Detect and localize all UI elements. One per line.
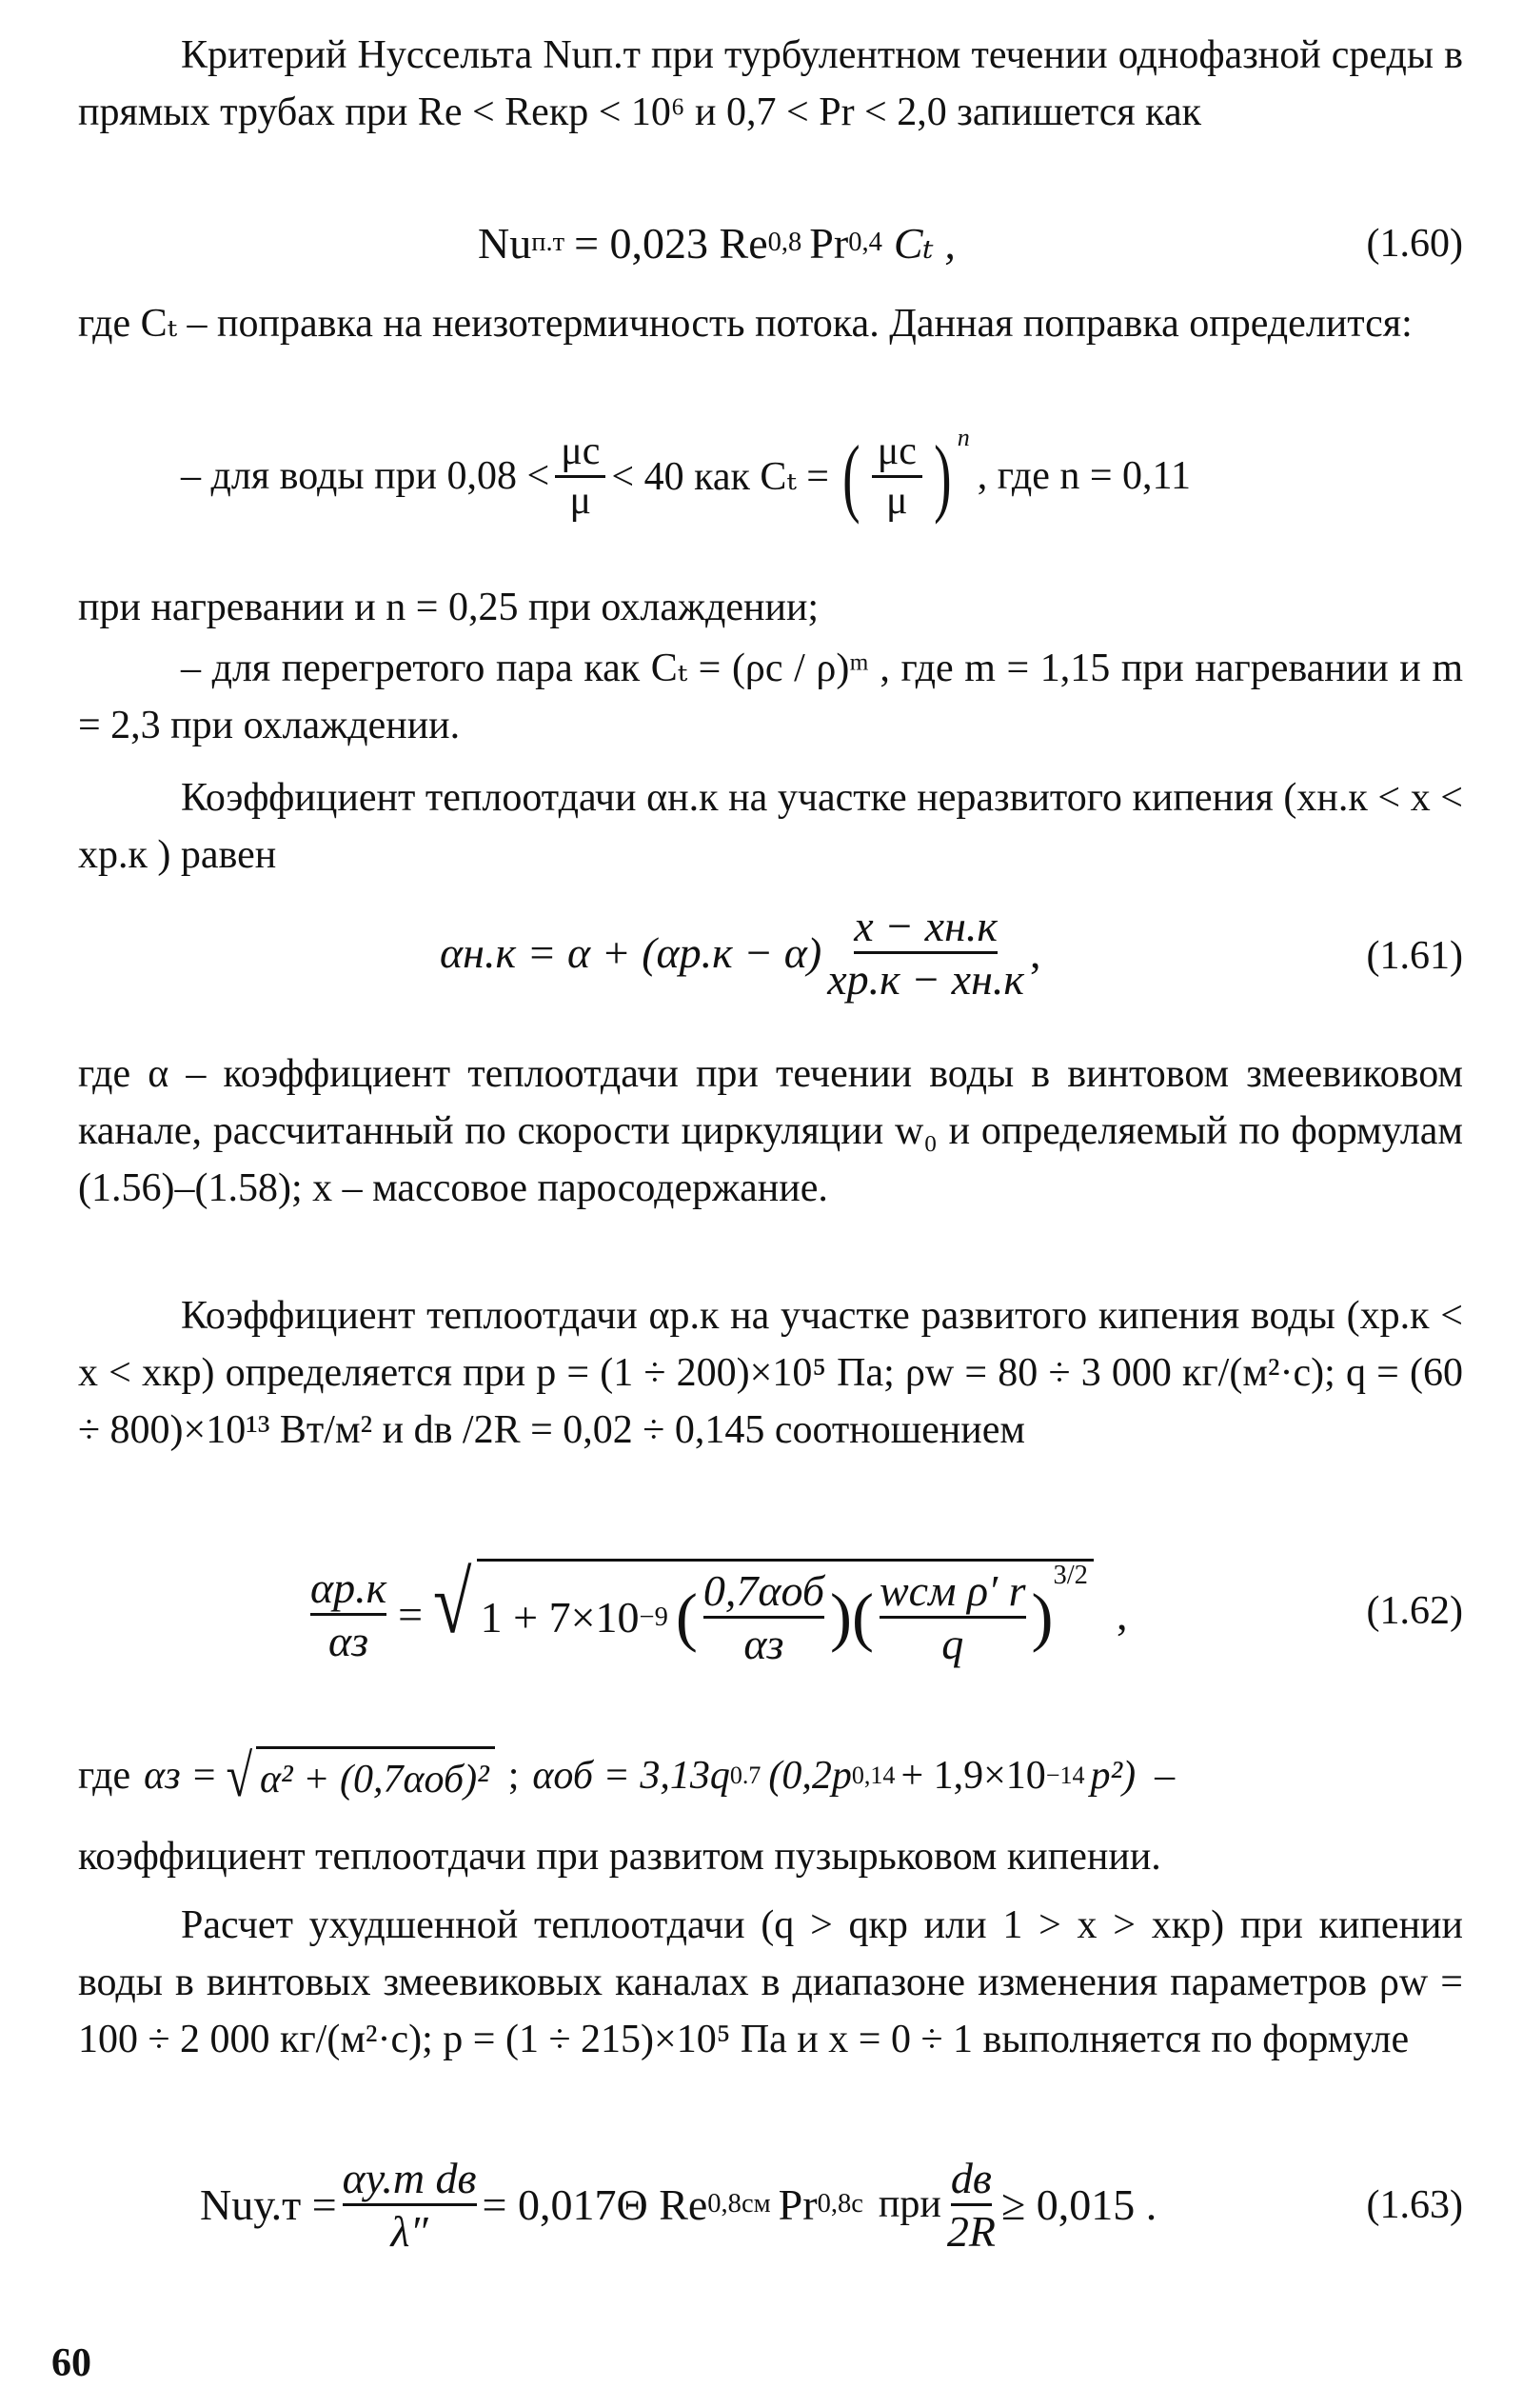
equation-number-1-62: (1.62) [1366, 1589, 1463, 1633]
aob-paren: (0,2p [768, 1754, 852, 1798]
right-paren-glyph: ) [830, 1581, 853, 1653]
page-number: 60 [51, 2341, 91, 2385]
az-lhs: αз = [144, 1754, 218, 1798]
eq160-rhs: = 0,023 Re [574, 218, 768, 268]
water-lead-text: – для воды при 0,08 < [181, 454, 550, 498]
paragraph-heating-cooling: при нагревании и n = 0,25 при охлаждении; [78, 586, 820, 629]
water-tail-text: , где n = 0,11 [977, 454, 1191, 498]
equation-number-1-63: (1.63) [1366, 2183, 1463, 2227]
right-paren-glyph: ) [934, 427, 952, 525]
equation-1-63: Nuу.т = $\frac{\text{αу.т dв}}{\lambda''}$ = 0,017Θ Re 0,8 см Pr 0,8 с при $\frac{dв}{2R}$ ≥ 0,015 . (1.63) [200, 2153, 1463, 2256]
equals-sign: = [398, 1589, 424, 1639]
left-paren-glyph: ( [852, 1581, 874, 1653]
water-correction-line: – для воды при 0,08 < $\frac{\mu с}{\mu}$ < 40 как Cₜ = ( $\frac{\mu с}{\mu}$ ) $^n$ , где n = 0,11 [181, 424, 1191, 525]
eq160-lhs: Nu [478, 218, 532, 268]
az-tail-text: – [1155, 1754, 1176, 1798]
water-power-fraction [872, 428, 922, 524]
eq161-num: x − xн.к [854, 901, 998, 954]
aob-end: p²) [1090, 1754, 1137, 1798]
equation-1-61 [78, 886, 1463, 1019]
eq162-f2 [880, 1565, 1026, 1669]
equation-1-62 [78, 1523, 1463, 1704]
eq162-sqrt: √ 1 + 7×10 −9 ( $\frac{\text{0,7αоб}}{\alpha з}$ ) ( $\frac{\text{wсм ρ′ r}}{q}$ ) $^{3/2}$ [428, 1559, 1094, 1669]
eq163-rhs: = 0,017Θ Re [482, 2179, 708, 2229]
az-radicand: α² + (0,7αоб)² [256, 1746, 495, 1806]
eq163-cden: 2R [946, 2206, 996, 2256]
aob-mid: + 1,9×10 [900, 1754, 1046, 1798]
paragraph-nucleate-boiling: коэффициент теплоотдачи при развитом пузырьковом кипении. [78, 1835, 1161, 1879]
eq163-num: αу.т dв [343, 2153, 477, 2206]
water-ratio-num: μс [555, 428, 605, 477]
eq162-f1-den: αз [743, 1620, 784, 1668]
paragraph-superheated-steam: – для перегретого пара как Cₜ = (ρс / ρ)ᵐ , где m = 1,15 при нагревании и m = 2,3 при охлаждении. [78, 647, 1463, 747]
eq161-text: αн.к = α + (αр.к − α) [440, 927, 822, 977]
paragraph-deteriorated-heat-transfer: Расчет ухудшенной теплоотдачи (q > qкр или 1 > x > xкр) при кипении воды в винтовых змеевиковых каналах в диапазоне изменения параметров ρw = 100 ÷ 2 000 кг/(м²·с); p = (1 ÷ 215)×10⁵ Па и x = 0 ÷ 1 выполняется по формуле [78, 1903, 1463, 2061]
az-separator: ; [507, 1754, 520, 1798]
right-paren-glyph: ) [1031, 1581, 1054, 1653]
eq162-f1-num: 0,7αоб [703, 1565, 824, 1619]
paragraph-correction-def: где Cₜ – поправка на неизотермичность потока. Данная поправка определится: [78, 302, 1413, 346]
water-ratio-den: μ [569, 478, 592, 523]
eq161-tail: , [1029, 927, 1041, 977]
water-power-num: μс [872, 428, 922, 477]
eq162-lhs-fraction [310, 1562, 386, 1666]
eq162-tail: , [1116, 1589, 1128, 1639]
eq163-lhs: Nuу.т = [200, 2179, 337, 2229]
equation-1-60: Nu п.т = 0,023 Re 0,8 Pr 0,4 Cₜ , (1.60) [478, 218, 1463, 268]
water-ratio-fraction [555, 428, 605, 524]
left-paren-glyph: ( [842, 427, 860, 525]
water-mid-text: < 40 как Cₜ = [611, 455, 829, 499]
eq162-lhs-den: αз [328, 1616, 369, 1665]
sqrt-sign-glyph: √ [226, 1741, 253, 1809]
alpha-z-line: где αз = √ α² + (0,7αоб)² ; αоб = 3,13q 0.7 (0,2p 0,14 + 1,9×10 −14 p²) – [78, 1741, 1176, 1809]
paragraph-developed-boiling: Коэффициент теплоотдачи αр.к на участке развитого кипения воды (xр.к < x < xкр) определяется при p = (1 ÷ 200)×10⁵ Па; ρw = 80 ÷ 3 000 кг/(м²·с); q = (60 ÷ 800)×10¹³ Вт/м² и dв /2R = 0,02 ÷ 0,145 соотношением [78, 1294, 1463, 1452]
az-lead-text: где [78, 1754, 131, 1798]
eq161-den: xр.к − xн.к [827, 954, 1024, 1004]
az-sqrt [223, 1741, 494, 1809]
water-power-den: μ [886, 478, 908, 523]
eq160-tail: Cₜ , [893, 219, 956, 268]
eq163-pr: Pr [778, 2179, 818, 2229]
eq162-f2-den: q [941, 1620, 964, 1668]
eq163-den: λ″ [390, 2206, 428, 2256]
equation-number-1-60: (1.60) [1366, 222, 1463, 266]
eq163-end: ≥ 0,015 . [1000, 2179, 1157, 2229]
eq162-f1 [703, 1565, 824, 1669]
eq163-fraction [343, 2153, 477, 2257]
paragraph-nusselt-intro: Критерий Нуссельта Nuп.т при турбулентном течении однофазной среды в прямых трубах при Re < Reкр < 10⁶ и 0,7 < Pr < 2,0 запишется как [78, 33, 1463, 134]
aob-rhs: αоб = 3,13q [532, 1754, 730, 1798]
left-paren-glyph: ( [675, 1581, 698, 1653]
eq160-pr: Pr [809, 218, 849, 268]
eq161-fraction [827, 901, 1024, 1005]
eq163-cond: при [878, 2182, 941, 2226]
equation-number-1-61: (1.61) [1366, 934, 1463, 978]
eq162-f2-num: wсм ρ′ r [880, 1565, 1026, 1619]
eq163-cond-fraction [947, 2153, 996, 2257]
sqrt-sign-glyph: √ [433, 1554, 472, 1651]
eq162-lhs-num: αр.к [310, 1562, 386, 1616]
eq163-cnum: dв [951, 2153, 992, 2206]
paragraph-undeveloped-boiling: Коэффициент теплоотдачи αн.к на участке неразвитого кипения (xн.к < x < xр.к ) равен [78, 776, 1463, 877]
paragraph-alpha-definition: где α – коэффициент теплоотдачи при течении воды в винтовом змеевиковом канале, рассчитанный по скорости циркуляции w₀ и определяемый по формулам (1.56)–(1.58); x – массовое паросодержание. [78, 1052, 1463, 1210]
eq162-radicand-lead: 1 + 7×10 [480, 1593, 640, 1642]
